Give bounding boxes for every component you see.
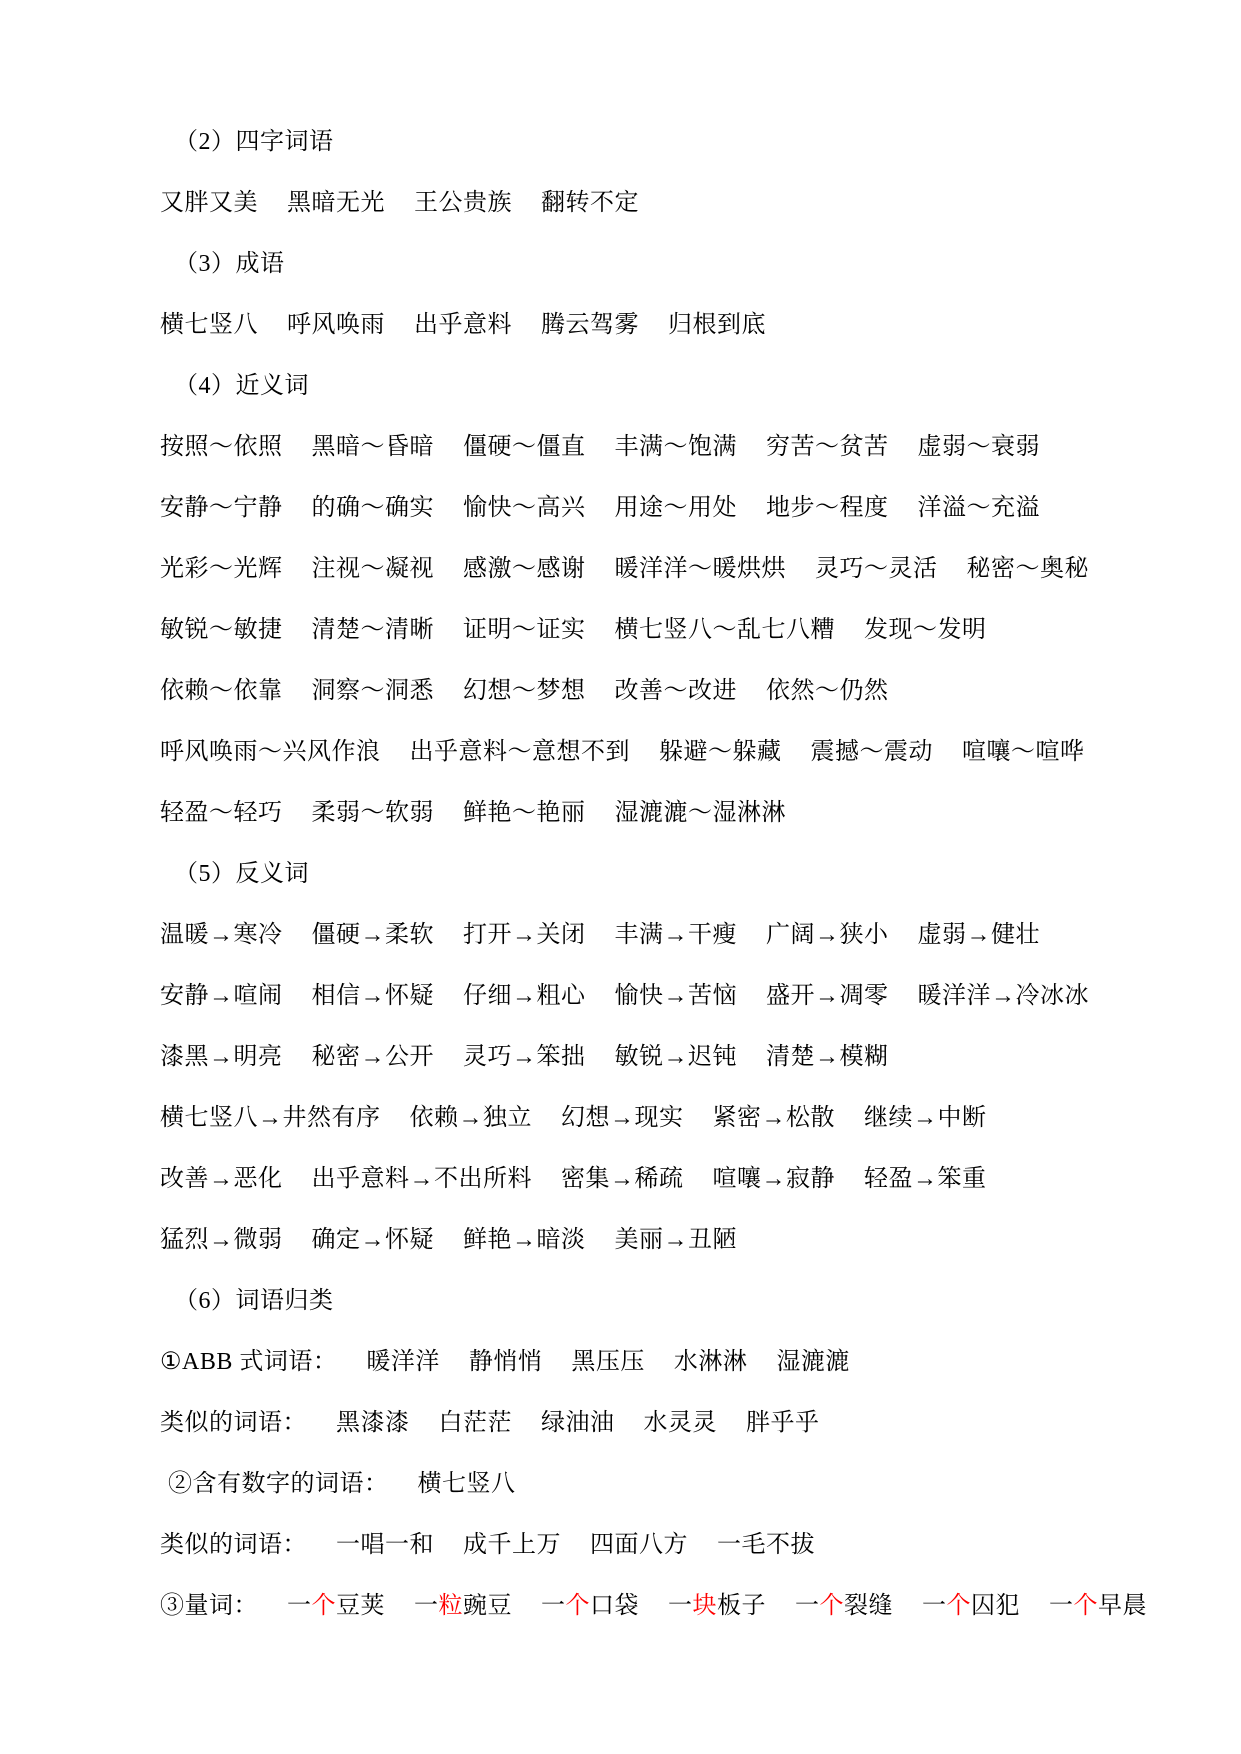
word — [615, 670, 738, 705]
text-segment: 横七竖八→井然有序 — [160, 1105, 381, 1131]
text-segment: 打开→关闭 — [463, 922, 586, 948]
text-segment: 仔细→粗心 — [463, 983, 586, 1009]
word — [918, 487, 1041, 522]
word — [312, 487, 435, 522]
text-segment: 幻想～梦想 — [463, 678, 586, 704]
text-segment: 注视～凝视 — [311, 556, 434, 582]
text-segment: 横七竖八 — [160, 312, 258, 338]
text-segment: 盛开→凋零 — [766, 983, 889, 1009]
word — [541, 1402, 615, 1437]
text-segment: 一毛不拔 — [717, 1532, 815, 1558]
four-char-words-row — [160, 169, 1241, 230]
text-segment: 又胖又美 — [160, 190, 258, 216]
text-segment: 用途～用处 — [614, 495, 737, 521]
text-segment: 出乎意料 — [414, 312, 512, 338]
word — [713, 1158, 836, 1193]
text-segment: 口袋 — [590, 1593, 639, 1619]
text-segment: ③量词： — [160, 1593, 258, 1619]
word — [615, 548, 787, 583]
word — [160, 1402, 307, 1437]
word — [160, 426, 283, 461]
synonyms-row-2 — [160, 474, 1241, 535]
word — [160, 914, 283, 949]
word — [766, 975, 889, 1010]
word — [418, 1463, 516, 1498]
text-segment: 成千上万 — [463, 1532, 561, 1558]
text-segment: 漆黑→明亮 — [160, 1044, 283, 1070]
word — [160, 1585, 258, 1620]
text-segment: 改善～改进 — [614, 678, 737, 704]
text-segment: 呼风唤雨 — [287, 312, 385, 338]
text-segment: 水淋淋 — [673, 1349, 748, 1375]
text-segment: 幻想→现实 — [561, 1105, 684, 1131]
word — [918, 975, 1090, 1010]
text-segment: 横七竖八 — [417, 1471, 516, 1497]
text-segment: 暖洋洋→冷冰冰 — [917, 983, 1089, 1009]
word — [287, 1585, 385, 1620]
word — [160, 1219, 283, 1254]
text-segment: 黑漆漆 — [336, 1410, 410, 1436]
text-segment: 洋溢～充溢 — [917, 495, 1040, 521]
text-segment: 灵巧→笨拙 — [463, 1044, 586, 1070]
text-segment: （3）成语 — [174, 251, 285, 277]
word — [160, 1341, 337, 1376]
word — [713, 1097, 836, 1132]
word — [1049, 1585, 1147, 1620]
measure-word-red: 个 — [819, 1593, 844, 1619]
word — [410, 1097, 533, 1132]
word — [410, 731, 631, 766]
word — [659, 731, 782, 766]
word — [414, 304, 512, 339]
word — [746, 1402, 820, 1437]
text-segment: 出乎意料～意想不到 — [409, 739, 630, 765]
measure-word-red: 个 — [565, 1593, 590, 1619]
word — [463, 487, 586, 522]
text-segment: （6）词语归类 — [174, 1288, 334, 1314]
word — [174, 365, 309, 400]
word — [590, 1524, 688, 1559]
word — [615, 1036, 738, 1071]
word — [962, 731, 1085, 766]
text-segment: 依赖→独立 — [409, 1105, 532, 1131]
text-segment: 黑暗无光 — [287, 190, 385, 216]
heading-synonyms — [174, 352, 1241, 413]
text-segment: （5）反义词 — [174, 861, 309, 887]
text-segment: 鲜艳～艳丽 — [463, 800, 586, 826]
word — [168, 1463, 389, 1498]
text-segment: 胖乎乎 — [746, 1410, 820, 1436]
word — [815, 548, 938, 583]
idioms-row — [160, 291, 1241, 352]
text-segment: 清楚→模糊 — [766, 1044, 889, 1070]
word — [615, 975, 738, 1010]
text-segment: 湿漉漉～湿淋淋 — [614, 800, 786, 826]
word — [463, 1524, 561, 1559]
text-segment: 安静～宁静 — [160, 495, 283, 521]
text-segment: 类似的词语： — [160, 1532, 307, 1558]
word — [312, 1158, 533, 1193]
text-segment: 温暖→寒冷 — [160, 922, 283, 948]
word — [795, 1585, 893, 1620]
text-segment: 一唱一和 — [336, 1532, 434, 1558]
measure-word-red: 粒 — [438, 1593, 463, 1619]
word — [160, 792, 283, 827]
word — [864, 1097, 987, 1132]
text-segment: 清楚～清晰 — [311, 617, 434, 643]
word — [717, 1524, 815, 1559]
word — [160, 182, 258, 217]
text-segment: 穷苦～贫苦 — [766, 434, 889, 460]
text-segment: 黑暗～昏暗 — [311, 434, 434, 460]
text-segment: ①ABB 式词语： — [160, 1349, 338, 1375]
text-segment: 湿漉漉 — [776, 1349, 850, 1375]
text-segment: 证明～证实 — [463, 617, 586, 643]
text-segment: 美丽→丑陋 — [614, 1227, 737, 1253]
word — [160, 1158, 283, 1193]
measure-word-red: 块 — [692, 1593, 717, 1619]
text-segment: 感激～感谢 — [463, 556, 586, 582]
text-segment: 暖洋洋～暖烘烘 — [614, 556, 786, 582]
text-segment: 依然～仍然 — [766, 678, 889, 704]
word — [312, 670, 435, 705]
word — [463, 426, 586, 461]
word — [312, 1036, 435, 1071]
text-segment: 紧密→松散 — [712, 1105, 835, 1131]
text-segment: 出乎意料→不出所料 — [311, 1166, 532, 1192]
text-segment: 继续→中断 — [864, 1105, 987, 1131]
text-segment: 归根到底 — [668, 312, 766, 338]
word — [766, 487, 889, 522]
text-segment: 虚弱～衰弱 — [917, 434, 1040, 460]
antonyms-row-4 — [160, 1084, 1241, 1145]
word — [160, 731, 381, 766]
text-segment: 豌豆 — [463, 1593, 512, 1619]
word — [463, 548, 586, 583]
text-segment: 僵硬～僵直 — [463, 434, 586, 460]
word — [668, 1585, 766, 1620]
text-segment: 安静→喧闹 — [160, 983, 283, 1009]
word — [160, 548, 283, 583]
word — [174, 853, 309, 888]
text-segment: 秘密→公开 — [311, 1044, 434, 1070]
text-segment: 横七竖八～乱七八糟 — [614, 617, 835, 643]
similar-words-row-1 — [160, 1389, 1241, 1450]
text-segment: 猛烈→微弱 — [160, 1227, 283, 1253]
word — [766, 1036, 889, 1071]
word — [160, 609, 283, 644]
word — [414, 182, 512, 217]
word — [174, 1280, 334, 1315]
word — [463, 975, 586, 1010]
text-segment: 丰满～饱满 — [614, 434, 737, 460]
text-segment: （4）近义词 — [174, 373, 309, 399]
text-segment: 暖洋洋 — [366, 1349, 440, 1375]
text-segment: 一 — [1049, 1593, 1074, 1619]
antonyms-row-1 — [160, 901, 1241, 962]
text-segment: 豆荚 — [336, 1593, 385, 1619]
word — [312, 975, 435, 1010]
text-segment: 轻盈～轻巧 — [160, 800, 283, 826]
word — [312, 914, 435, 949]
synonyms-row-7 — [160, 779, 1241, 840]
text-segment: 按照～依照 — [160, 434, 283, 460]
text-segment: 一 — [287, 1593, 312, 1619]
text-segment: 黑压压 — [571, 1349, 645, 1375]
word — [864, 1158, 987, 1193]
synonyms-row-4 — [160, 596, 1241, 657]
heading-four-char-words — [174, 108, 1241, 169]
text-segment: 早晨 — [1098, 1593, 1147, 1619]
word — [967, 548, 1090, 583]
word — [561, 1158, 684, 1193]
text-segment: 广阔→狭小 — [766, 922, 889, 948]
text-segment: ②含有数字的词语： — [168, 1471, 389, 1497]
text-segment: 轻盈→笨重 — [864, 1166, 987, 1192]
word — [571, 1341, 645, 1376]
text-segment: 静悄悄 — [468, 1349, 543, 1375]
word — [615, 914, 738, 949]
word — [160, 1097, 381, 1132]
word — [615, 426, 738, 461]
word — [312, 609, 435, 644]
word — [615, 792, 787, 827]
word — [312, 426, 435, 461]
text-segment: 喧嚷→寂静 — [712, 1166, 835, 1192]
word — [336, 1402, 410, 1437]
text-segment: 僵硬→柔软 — [311, 922, 434, 948]
word — [811, 731, 934, 766]
word — [864, 609, 987, 644]
word — [766, 670, 889, 705]
synonyms-row-5 — [160, 657, 1241, 718]
word — [463, 670, 586, 705]
word — [160, 975, 283, 1010]
text-segment: 光彩～光辉 — [160, 556, 283, 582]
word — [463, 1036, 586, 1071]
measure-words-row — [160, 1572, 1241, 1633]
word — [668, 304, 766, 339]
word — [615, 487, 738, 522]
antonyms-row-6 — [160, 1206, 1241, 1267]
text-segment: 翻转不定 — [541, 190, 639, 216]
text-segment: 一 — [922, 1593, 947, 1619]
word — [463, 609, 586, 644]
text-segment: 裂缝 — [844, 1593, 893, 1619]
word — [561, 1097, 684, 1132]
word — [160, 487, 283, 522]
word — [469, 1341, 543, 1376]
abb-words-row — [160, 1328, 1241, 1389]
word — [336, 1524, 434, 1559]
text-segment: 的确～确实 — [311, 495, 434, 521]
document-content — [160, 108, 1241, 1633]
text-segment: 确定→怀疑 — [311, 1227, 434, 1253]
word — [414, 1585, 512, 1620]
word — [287, 304, 385, 339]
text-segment: 一 — [414, 1593, 439, 1619]
text-segment: 鲜艳→暗淡 — [463, 1227, 586, 1253]
word — [312, 792, 435, 827]
text-segment: （2）四字词语 — [174, 129, 334, 155]
word — [366, 1341, 440, 1376]
antonyms-row-2 — [160, 962, 1241, 1023]
word — [644, 1402, 718, 1437]
measure-word-red: 个 — [946, 1593, 971, 1619]
word — [541, 304, 639, 339]
word — [918, 914, 1041, 949]
word — [174, 121, 334, 156]
text-segment: 囚犯 — [971, 1593, 1020, 1619]
heading-idioms — [174, 230, 1241, 291]
word — [463, 792, 586, 827]
word — [463, 1219, 586, 1254]
antonyms-row-3 — [160, 1023, 1241, 1084]
word — [312, 1219, 435, 1254]
text-segment: 密集→稀疏 — [561, 1166, 684, 1192]
text-segment: 类似的词语： — [160, 1410, 307, 1436]
text-segment: 躲避～躲藏 — [659, 739, 782, 765]
word — [615, 609, 836, 644]
text-segment: 丰满→干瘦 — [614, 922, 737, 948]
text-segment: 白茫茫 — [438, 1410, 512, 1436]
text-segment: 相信→怀疑 — [311, 983, 434, 1009]
word — [922, 1585, 1020, 1620]
similar-words-row-2 — [160, 1511, 1241, 1572]
text-segment: 板子 — [717, 1593, 766, 1619]
text-segment: 王公贵族 — [414, 190, 512, 216]
word — [674, 1341, 748, 1376]
text-segment: 四面八方 — [590, 1532, 688, 1558]
number-words-row — [168, 1450, 1241, 1511]
word — [766, 914, 889, 949]
text-segment: 一 — [541, 1593, 566, 1619]
text-segment: 地步～程度 — [766, 495, 889, 521]
text-segment: 敏锐→迟钝 — [614, 1044, 737, 1070]
text-segment: 愉快→苦恼 — [614, 983, 737, 1009]
word — [439, 1402, 513, 1437]
synonyms-row-3 — [160, 535, 1241, 596]
synonyms-row-6 — [160, 718, 1241, 779]
text-segment: 喧嚷～喧哗 — [962, 739, 1085, 765]
text-segment: 愉快～高兴 — [463, 495, 586, 521]
text-segment: 呼风唤雨～兴风作浪 — [160, 739, 381, 765]
text-segment: 秘密～奥秘 — [966, 556, 1089, 582]
text-segment: 柔弱～软弱 — [311, 800, 434, 826]
text-segment: 震撼～震动 — [810, 739, 933, 765]
text-segment: 依赖～依靠 — [160, 678, 283, 704]
heading-antonyms — [174, 840, 1241, 901]
synonyms-row-1 — [160, 413, 1241, 474]
text-segment: 发现～发明 — [864, 617, 987, 643]
text-segment: 改善→恶化 — [160, 1166, 283, 1192]
antonyms-row-5 — [160, 1145, 1241, 1206]
word — [160, 304, 258, 339]
word — [766, 426, 889, 461]
text-segment: 绿油油 — [541, 1410, 615, 1436]
text-segment: 一 — [668, 1593, 693, 1619]
word — [541, 1585, 639, 1620]
word — [160, 1036, 283, 1071]
text-segment: 一 — [795, 1593, 820, 1619]
word — [174, 243, 285, 278]
word — [918, 426, 1041, 461]
word — [160, 670, 283, 705]
word — [312, 548, 435, 583]
word — [463, 914, 586, 949]
word — [287, 182, 385, 217]
word — [160, 1524, 307, 1559]
heading-word-categories — [174, 1267, 1241, 1328]
text-segment: 敏锐～敏捷 — [160, 617, 283, 643]
text-segment: 腾云驾雾 — [541, 312, 639, 338]
measure-word-red: 个 — [1073, 1593, 1098, 1619]
word — [541, 182, 639, 217]
text-segment: 灵巧～灵活 — [815, 556, 938, 582]
word — [615, 1219, 738, 1254]
text-segment: 虚弱→健壮 — [917, 922, 1040, 948]
text-segment: 洞察～洞悉 — [311, 678, 434, 704]
measure-word-red: 个 — [311, 1593, 336, 1619]
text-segment: 水灵灵 — [643, 1410, 717, 1436]
word — [776, 1341, 850, 1376]
